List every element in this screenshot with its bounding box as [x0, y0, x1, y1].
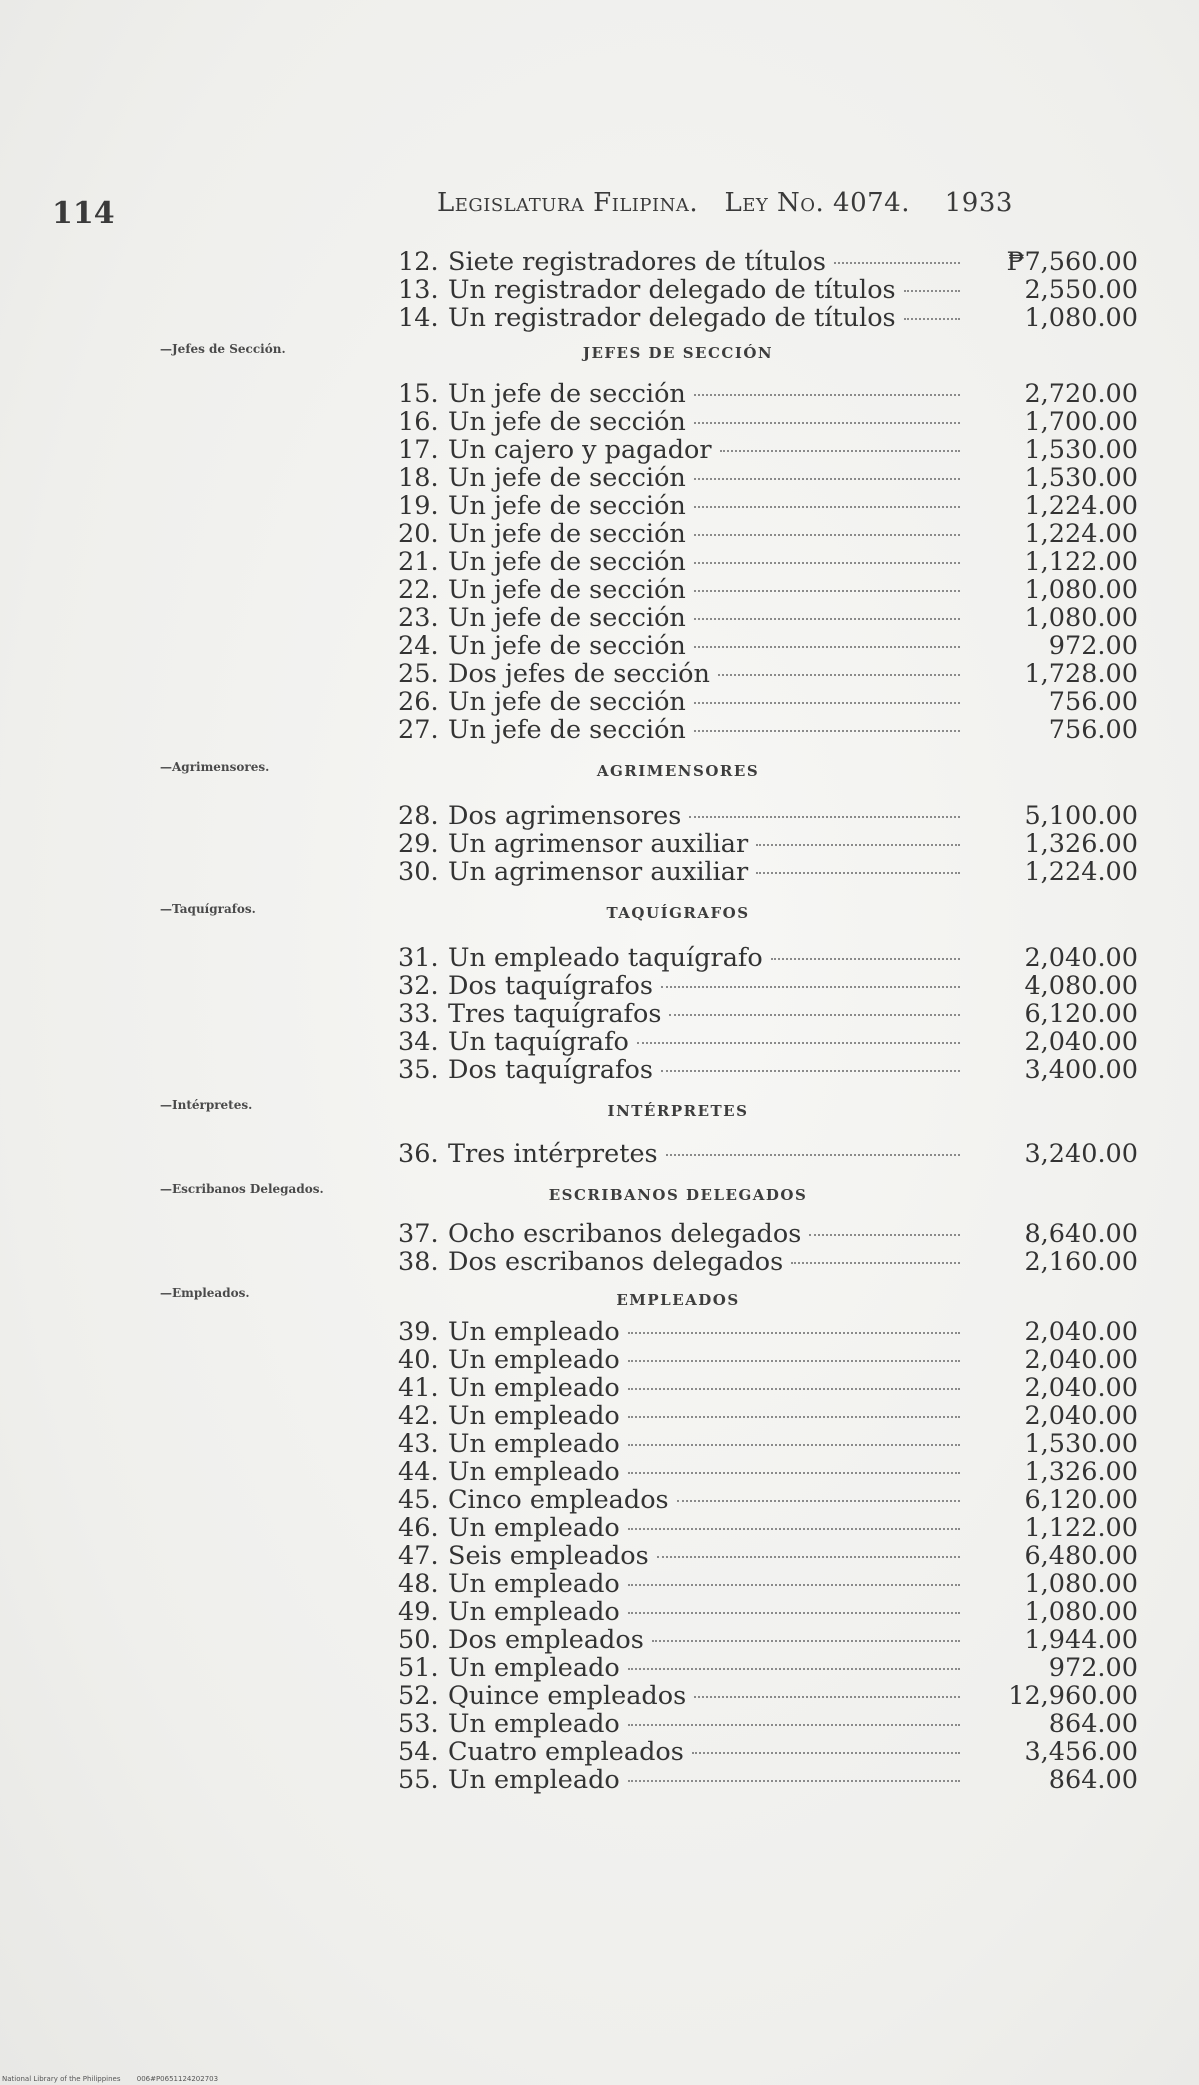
item-number: 50.: [398, 1625, 439, 1655]
item-description: Un jefe de sección: [448, 547, 686, 577]
section-heading: JEFES DE SECCIÓN: [582, 344, 774, 362]
item-number: 49.: [398, 1597, 439, 1627]
dot-leader: [756, 844, 960, 846]
dot-leader: [628, 1612, 960, 1614]
section-heading: EMPLEADOS: [616, 1291, 740, 1309]
line-item: [398, 1220, 1138, 1248]
item-description: Tres taquígrafos: [448, 999, 662, 1029]
item-description: Un jefe de sección: [448, 687, 686, 717]
dot-leader: [628, 1360, 960, 1362]
item-number: 15.: [398, 379, 439, 409]
item-amount: 756.00: [1048, 715, 1138, 745]
item-number: 51.: [398, 1653, 439, 1683]
item-amount: 1,080.00: [1024, 303, 1138, 333]
item-amount: 1,080.00: [1024, 603, 1138, 633]
appropriation-list: [398, 248, 1138, 1794]
line-item: [398, 1626, 1138, 1654]
item-amount: 1,080.00: [1024, 575, 1138, 605]
item-description: Un empleado: [448, 1653, 620, 1683]
dot-leader: [904, 290, 960, 292]
item-number: 43.: [398, 1429, 439, 1459]
dot-leader: [694, 702, 960, 704]
dot-leader: [694, 730, 960, 732]
dot-leader: [718, 674, 960, 676]
item-description: Tres intérpretes: [448, 1139, 658, 1169]
dot-leader: [628, 1472, 960, 1474]
footer-source: National Library of the Philippines: [2, 2075, 121, 2083]
item-description: Un taquígrafo: [448, 1027, 629, 1057]
line-item: [398, 520, 1138, 548]
line-item: [398, 1682, 1138, 1710]
item-amount: 12,960.00: [1008, 1681, 1138, 1711]
item-amount: 1,224.00: [1024, 857, 1138, 887]
item-amount: 1,122.00: [1024, 547, 1138, 577]
dot-leader: [628, 1332, 960, 1334]
item-number: 38.: [398, 1247, 439, 1277]
line-item: [398, 1738, 1138, 1766]
item-description: Dos agrimensores: [448, 801, 682, 831]
item-amount: 1,080.00: [1024, 1597, 1138, 1627]
item-description: Un jefe de sección: [448, 407, 686, 437]
dot-leader: [628, 1416, 960, 1418]
margin-note: —Empleados.: [160, 1286, 250, 1300]
line-item: [398, 492, 1138, 520]
dot-leader: [694, 478, 960, 480]
dot-leader: [694, 1696, 960, 1698]
line-item: [398, 464, 1138, 492]
item-description: Un cajero y pagador: [448, 435, 712, 465]
item-amount: 3,400.00: [1024, 1055, 1138, 1085]
dot-leader: [720, 450, 960, 452]
item-amount: 4,080.00: [1024, 971, 1138, 1001]
item-description: Un empleado: [448, 1429, 620, 1459]
item-number: 40.: [398, 1345, 439, 1375]
item-amount: 1,728.00: [1024, 659, 1138, 689]
line-item: [398, 1486, 1138, 1514]
item-description: Un empleado: [448, 1709, 620, 1739]
line-item: [398, 1140, 1138, 1168]
item-number: 29.: [398, 829, 439, 859]
item-description: Un empleado: [448, 1373, 620, 1403]
item-amount: 1,080.00: [1024, 1569, 1138, 1599]
dot-leader: [628, 1388, 960, 1390]
item-number: 26.: [398, 687, 439, 717]
line-item: [398, 688, 1138, 716]
line-item: [398, 408, 1138, 436]
dot-leader: [689, 816, 960, 818]
line-item: [398, 1430, 1138, 1458]
item-amount: 2,160.00: [1024, 1247, 1138, 1277]
line-item: [398, 1570, 1138, 1598]
line-item: [398, 1374, 1138, 1402]
item-amount: 2,040.00: [1024, 1317, 1138, 1347]
item-description: Ocho escribanos delegados: [448, 1219, 802, 1249]
dot-leader: [661, 1070, 960, 1072]
line-item: [398, 660, 1138, 688]
item-description: Un empleado taquígrafo: [448, 943, 763, 973]
running-head: [437, 188, 1013, 218]
item-amount: 1,326.00: [1024, 1457, 1138, 1487]
item-number: 47.: [398, 1541, 439, 1571]
dot-leader: [694, 506, 960, 508]
margin-note: —Taquígrafos.: [160, 902, 256, 916]
margin-note: —Jefes de Sección.: [160, 342, 286, 356]
dot-leader: [694, 590, 960, 592]
line-item: [398, 436, 1138, 464]
line-item: [398, 276, 1138, 304]
item-amount: 6,120.00: [1024, 999, 1138, 1029]
margin-note: —Intérpretes.: [160, 1098, 253, 1112]
item-number: 48.: [398, 1569, 439, 1599]
item-amount: 1,224.00: [1024, 519, 1138, 549]
dot-leader: [771, 958, 960, 960]
line-item: [398, 1248, 1138, 1276]
page-number: 114: [52, 196, 115, 231]
item-amount: 1,700.00: [1024, 407, 1138, 437]
line-item: [398, 1514, 1138, 1542]
dot-leader: [904, 318, 960, 320]
line-item: [398, 248, 1138, 276]
dot-leader: [637, 1042, 960, 1044]
dot-leader: [628, 1444, 960, 1446]
item-description: Un agrimensor auxiliar: [448, 857, 749, 887]
item-description: Un empleado: [448, 1401, 620, 1431]
dot-leader: [677, 1500, 960, 1502]
item-description: Un jefe de sección: [448, 491, 686, 521]
line-item: [398, 802, 1138, 830]
item-description: Un empleado: [448, 1765, 620, 1795]
item-description: Un jefe de sección: [448, 463, 686, 493]
dot-leader: [661, 986, 960, 988]
item-amount: 864.00: [1048, 1765, 1138, 1795]
item-description: Cuatro empleados: [448, 1737, 684, 1767]
item-number: 12.: [398, 247, 439, 277]
item-number: 44.: [398, 1457, 439, 1487]
item-amount: 3,456.00: [1024, 1737, 1138, 1767]
item-number: 32.: [398, 971, 439, 1001]
section-heading: ESCRIBANOS DELEGADOS: [548, 1186, 808, 1204]
running-head-title: Legislatura Filipina.: [437, 188, 699, 218]
item-description: Un agrimensor auxiliar: [448, 829, 749, 859]
item-number: 35.: [398, 1055, 439, 1085]
line-item: [398, 858, 1138, 886]
item-amount: ₱7,560.00: [1006, 247, 1138, 277]
item-description: Un registrador delegado de títulos: [448, 303, 896, 333]
item-description: Cinco empleados: [448, 1485, 669, 1515]
dot-leader: [834, 262, 960, 264]
running-head-law: Ley No. 4074.: [724, 188, 910, 218]
item-description: Quince empleados: [448, 1681, 687, 1711]
item-description: Un jefe de sección: [448, 519, 686, 549]
item-amount: 2,040.00: [1024, 1373, 1138, 1403]
line-item: [398, 576, 1138, 604]
item-number: 23.: [398, 603, 439, 633]
line-item: [398, 1766, 1138, 1794]
item-number: 41.: [398, 1373, 439, 1403]
margin-note: —Agrimensores.: [160, 760, 270, 774]
footer-code: 006#P0651124202703: [136, 2075, 219, 2083]
item-description: Un empleado: [448, 1457, 620, 1487]
line-item: [398, 548, 1138, 576]
item-description: Dos taquígrafos: [448, 1055, 653, 1085]
item-description: Un jefe de sección: [448, 715, 686, 745]
item-amount: 756.00: [1048, 687, 1138, 717]
item-amount: 5,100.00: [1024, 801, 1138, 831]
dot-leader: [694, 562, 960, 564]
item-number: 16.: [398, 407, 439, 437]
item-amount: 6,480.00: [1024, 1541, 1138, 1571]
item-number: 45.: [398, 1485, 439, 1515]
item-number: 13.: [398, 275, 439, 305]
line-item: [398, 1654, 1138, 1682]
item-description: Siete registradores de títulos: [448, 247, 826, 277]
dot-leader: [628, 1668, 960, 1670]
dot-leader: [694, 422, 960, 424]
item-description: Dos escribanos delegados: [448, 1247, 784, 1277]
line-item: [398, 1318, 1138, 1346]
item-amount: 1,530.00: [1024, 463, 1138, 493]
item-number: 52.: [398, 1681, 439, 1711]
item-number: 42.: [398, 1401, 439, 1431]
item-number: 30.: [398, 857, 439, 887]
item-number: 24.: [398, 631, 439, 661]
item-description: Un jefe de sección: [448, 379, 686, 409]
section-heading: INTÉRPRETES: [607, 1102, 749, 1120]
item-amount: 2,040.00: [1024, 943, 1138, 973]
dot-leader: [628, 1780, 960, 1782]
dot-leader: [666, 1154, 960, 1156]
item-number: 22.: [398, 575, 439, 605]
running-head-year: 1933: [944, 188, 1013, 218]
item-description: Dos jefes de sección: [448, 659, 710, 689]
item-description: Dos taquígrafos: [448, 971, 653, 1001]
item-number: 39.: [398, 1317, 439, 1347]
dot-leader: [694, 534, 960, 536]
item-number: 36.: [398, 1139, 439, 1169]
line-item: [398, 1056, 1138, 1084]
dot-leader: [694, 394, 960, 396]
item-amount: 2,040.00: [1024, 1345, 1138, 1375]
item-number: 18.: [398, 463, 439, 493]
line-item: [398, 604, 1138, 632]
item-description: Un jefe de sección: [448, 575, 686, 605]
line-item: [398, 1598, 1138, 1626]
dot-leader: [791, 1262, 960, 1264]
line-item: [398, 1000, 1138, 1028]
item-description: Un registrador delegado de títulos: [448, 275, 896, 305]
line-item: [398, 716, 1138, 744]
item-amount: 2,040.00: [1024, 1027, 1138, 1057]
line-item: [398, 380, 1138, 408]
item-amount: 1,530.00: [1024, 1429, 1138, 1459]
dot-leader: [694, 646, 960, 648]
item-description: Un jefe de sección: [448, 631, 686, 661]
line-item: [398, 972, 1138, 1000]
item-number: 53.: [398, 1709, 439, 1739]
item-amount: 1,224.00: [1024, 491, 1138, 521]
dot-leader: [756, 872, 960, 874]
item-amount: 1,122.00: [1024, 1513, 1138, 1543]
dot-leader: [652, 1640, 960, 1642]
line-item: [398, 1028, 1138, 1056]
item-number: 28.: [398, 801, 439, 831]
item-number: 19.: [398, 491, 439, 521]
dot-leader: [669, 1014, 960, 1016]
line-item: [398, 944, 1138, 972]
line-item: [398, 830, 1138, 858]
item-number: 55.: [398, 1765, 439, 1795]
item-number: 21.: [398, 547, 439, 577]
item-amount: 972.00: [1048, 1653, 1138, 1683]
dot-leader: [628, 1584, 960, 1586]
dot-leader: [628, 1724, 960, 1726]
item-amount: 6,120.00: [1024, 1485, 1138, 1515]
dot-leader: [692, 1752, 960, 1754]
line-item: [398, 1346, 1138, 1374]
dot-leader: [694, 618, 960, 620]
item-amount: 2,720.00: [1024, 379, 1138, 409]
item-number: 33.: [398, 999, 439, 1029]
item-number: 27.: [398, 715, 439, 745]
item-amount: 2,040.00: [1024, 1401, 1138, 1431]
item-amount: 8,640.00: [1024, 1219, 1138, 1249]
item-number: 25.: [398, 659, 439, 689]
item-number: 46.: [398, 1513, 439, 1543]
item-description: Un empleado: [448, 1317, 620, 1347]
dot-leader: [809, 1234, 960, 1236]
line-item: [398, 1710, 1138, 1738]
section-heading: AGRIMENSORES: [596, 762, 760, 780]
item-amount: 864.00: [1048, 1709, 1138, 1739]
item-number: 37.: [398, 1219, 439, 1249]
line-item: [398, 632, 1138, 660]
margin-note: —Escribanos Delegados.: [160, 1182, 324, 1196]
item-amount: 3,240.00: [1024, 1139, 1138, 1169]
line-item: [398, 1458, 1138, 1486]
item-number: 20.: [398, 519, 439, 549]
item-amount: 1,530.00: [1024, 435, 1138, 465]
dot-leader: [628, 1528, 960, 1530]
item-description: Seis empleados: [448, 1541, 649, 1571]
item-description: Dos empleados: [448, 1625, 644, 1655]
item-description: Un jefe de sección: [448, 603, 686, 633]
item-amount: 1,944.00: [1024, 1625, 1138, 1655]
footer: [2, 2075, 232, 2083]
item-description: Un empleado: [448, 1597, 620, 1627]
item-description: Un empleado: [448, 1513, 620, 1543]
line-item: [398, 304, 1138, 332]
item-amount: 2,550.00: [1024, 275, 1138, 305]
item-number: 34.: [398, 1027, 439, 1057]
item-description: Un empleado: [448, 1345, 620, 1375]
line-item: [398, 1402, 1138, 1430]
item-number: 54.: [398, 1737, 439, 1767]
item-number: 14.: [398, 303, 439, 333]
section-heading: TAQUÍGRAFOS: [606, 904, 750, 922]
item-amount: 1,326.00: [1024, 829, 1138, 859]
item-amount: 972.00: [1048, 631, 1138, 661]
item-number: 17.: [398, 435, 439, 465]
item-description: Un empleado: [448, 1569, 620, 1599]
item-number: 31.: [398, 943, 439, 973]
line-item: [398, 1542, 1138, 1570]
dot-leader: [657, 1556, 960, 1558]
